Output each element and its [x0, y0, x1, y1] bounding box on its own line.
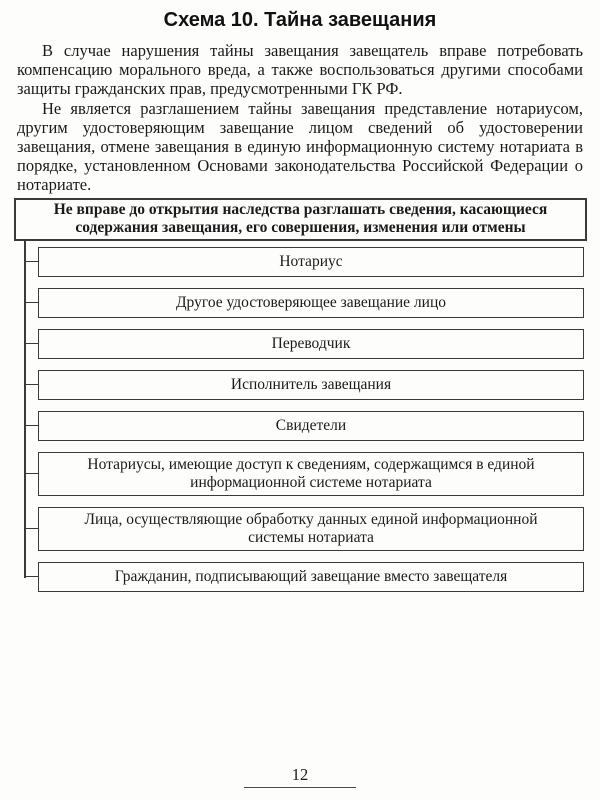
diagram-header-text: Не вправе до открытия наследства разглашать сведения, касающиеся содержания завещания, его совершения, изменения или отмены: [53, 201, 548, 237]
diagram-header-box: [14, 198, 587, 241]
paragraph-2: Не является разглашением тайны завещания представление нотариусом, другим удостоверяющим завещание лицом сведений об удостоверении завещания, отмене завещания в единую информационную систему нотариата в порядке, установленном Основами законодательства Российской Федерации о нотариате.: [17, 98, 583, 195]
diagram-secrecy-of-will: [0, 198, 600, 592]
diagram-item-signing-citizen: Гражданин, подписывающий завещание вместо завещателя: [38, 562, 584, 592]
page-number: 12: [291, 764, 309, 784]
diagram-item-notary: Нотариус: [38, 247, 584, 277]
diagram-item-other-certifier: Другое удостоверяющее завещание лицо: [38, 288, 584, 318]
page-footer: [0, 766, 600, 789]
diagram-item-data-processors: Лица, осуществляющие обработку данных единой информационной системы нотариата: [38, 507, 584, 551]
diagram-item-notaries-with-access: Нотариусы, имеющие доступ к сведениям, содержащимся в единой информационной системе нотариата: [38, 452, 584, 496]
diagram-item-witnesses: Свидетели: [38, 411, 584, 441]
paragraph-1: В случае нарушения тайны завещания завещатель вправе потребовать компенсацию морального вреда, а также воспользоваться другими способами защиты гражданских прав, предусмотренными ГК РФ.: [17, 41, 583, 99]
diagram-tree: [0, 241, 600, 592]
diagram-item-executor: Исполнитель завещания: [38, 370, 584, 400]
page-title: Схема 10. Тайна завещания: [163, 9, 437, 31]
diagram-item-translator: Переводчик: [38, 329, 584, 359]
footer-rule: [244, 787, 356, 789]
